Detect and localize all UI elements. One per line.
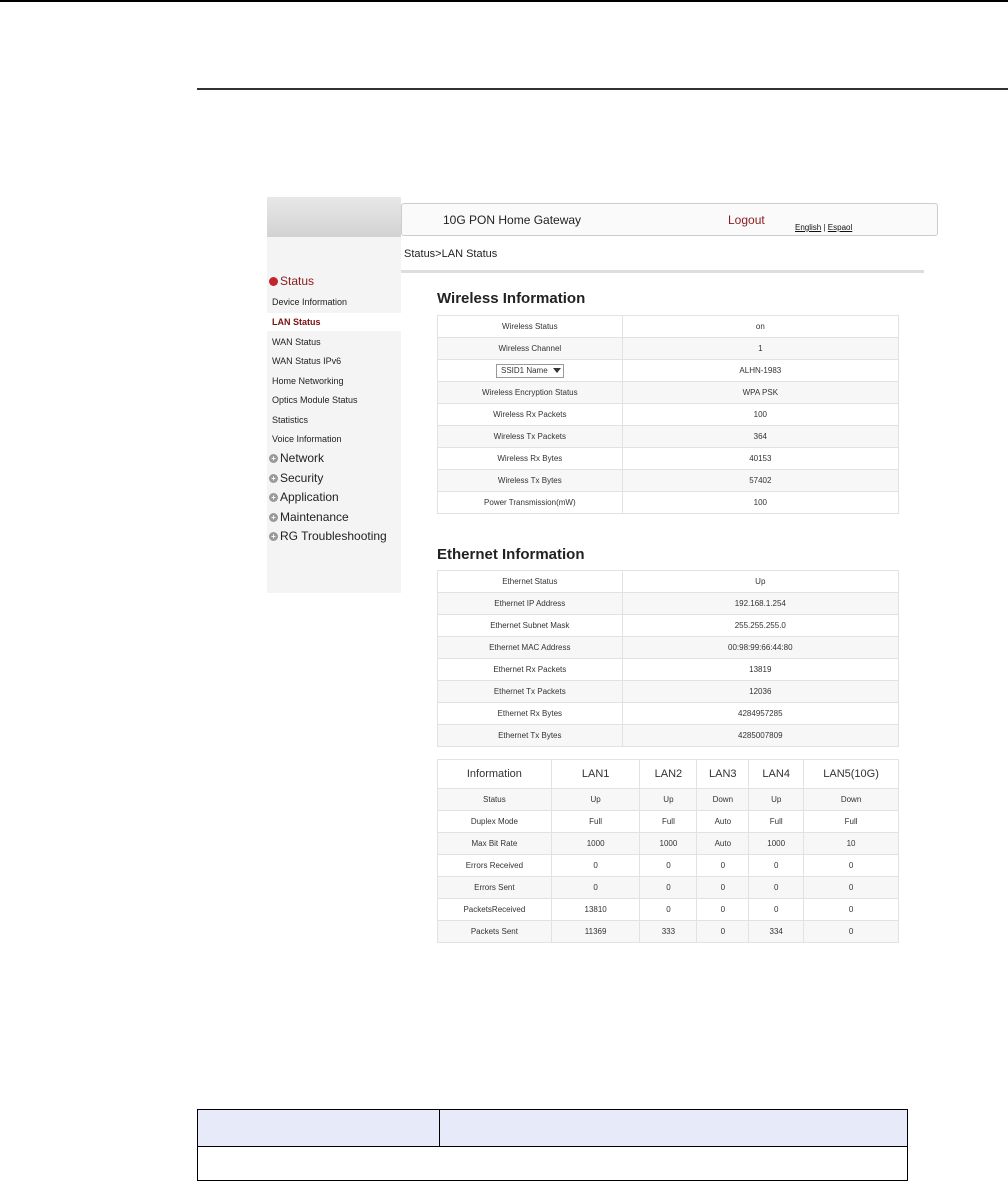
sidebar-group-label: Maintenance bbox=[280, 510, 349, 524]
sidebar-group-label: Security bbox=[280, 471, 324, 485]
doc-table-row bbox=[198, 1147, 908, 1181]
field-label: Ethernet Rx Packets bbox=[438, 659, 623, 681]
table-cell: 0 bbox=[640, 899, 697, 921]
ssid-select[interactable] bbox=[496, 364, 564, 378]
table-row bbox=[438, 338, 899, 360]
row-label: Packets Sent bbox=[438, 921, 552, 943]
table-cell: 0 bbox=[697, 921, 749, 943]
ssid-select-label: SSID1 Name bbox=[500, 366, 548, 375]
sidebar-item-voice-information[interactable]: Voice Information bbox=[272, 434, 342, 444]
field-value: 364 bbox=[622, 426, 898, 448]
field-label: Ethernet Subnet Mask bbox=[438, 615, 623, 637]
table-cell: Full bbox=[551, 811, 640, 833]
lang-separator: | bbox=[823, 223, 826, 232]
table-cell: Up bbox=[551, 789, 640, 811]
sidebar-item-device-information[interactable]: Device Information bbox=[272, 297, 348, 307]
field-value: 100 bbox=[622, 492, 898, 514]
breadcrumb: Status>LAN Status bbox=[404, 248, 498, 260]
table-cell: 0 bbox=[551, 877, 640, 899]
field-label: Ethernet IP Address bbox=[438, 593, 623, 615]
field-label: Wireless Tx Packets bbox=[438, 426, 623, 448]
table-row bbox=[438, 593, 899, 615]
lan-ports-table bbox=[437, 759, 899, 943]
field-label: Wireless Channel bbox=[438, 338, 623, 360]
sidebar bbox=[267, 197, 401, 593]
lang-english-link[interactable]: English bbox=[795, 223, 822, 232]
field-label: Wireless Rx Packets bbox=[438, 404, 623, 426]
table-row bbox=[438, 855, 899, 877]
table-row bbox=[438, 637, 899, 659]
field-value: 57402 bbox=[622, 470, 898, 492]
doc-table-header-cell bbox=[439, 1110, 907, 1147]
table-cell: 1000 bbox=[749, 833, 804, 855]
field-label: Wireless Encryption Status bbox=[438, 382, 623, 404]
table-cell: 0 bbox=[804, 899, 899, 921]
sidebar-group-network[interactable] bbox=[269, 451, 324, 465]
field-label: Wireless Tx Bytes bbox=[438, 470, 623, 492]
row-label: PacketsReceived bbox=[438, 899, 552, 921]
field-value: ALHN-1983 bbox=[622, 360, 898, 382]
ethernet-table bbox=[437, 570, 899, 747]
ethernet-section-title: Ethernet Information bbox=[437, 546, 585, 563]
table-row bbox=[438, 877, 899, 899]
row-label: Errors Received bbox=[438, 855, 552, 877]
table-cell: 0 bbox=[749, 855, 804, 877]
sidebar-group-application[interactable] bbox=[269, 490, 339, 504]
collapse-icon: - bbox=[269, 277, 278, 286]
table-row bbox=[438, 571, 899, 593]
column-header: LAN1 bbox=[551, 760, 640, 789]
document-top-rule bbox=[0, 0, 1008, 2]
field-value: on bbox=[622, 316, 898, 338]
sidebar-header bbox=[267, 197, 401, 237]
column-header: Information bbox=[438, 760, 552, 789]
table-cell: 0 bbox=[804, 877, 899, 899]
table-cell: 334 bbox=[749, 921, 804, 943]
sidebar-item-statistics[interactable]: Statistics bbox=[272, 415, 309, 425]
table-cell: 0 bbox=[551, 855, 640, 877]
chevron-down-icon bbox=[553, 368, 561, 373]
language-switcher bbox=[795, 223, 852, 232]
table-cell: Down bbox=[697, 789, 749, 811]
row-label: Errors Sent bbox=[438, 877, 552, 899]
table-row bbox=[438, 404, 899, 426]
field-label: Ethernet Tx Packets bbox=[438, 681, 623, 703]
row-label: Duplex Mode bbox=[438, 811, 552, 833]
table-cell: 13810 bbox=[551, 899, 640, 921]
lang-spanish-link[interactable]: Espaol bbox=[827, 223, 853, 232]
sidebar-group-label: Network bbox=[280, 451, 325, 465]
field-value: 13819 bbox=[622, 659, 898, 681]
field-label: Power Transmission(mW) bbox=[438, 492, 623, 514]
sidebar-item-lan-status[interactable]: LAN Status bbox=[267, 313, 401, 331]
table-cell: Up bbox=[749, 789, 804, 811]
table-row bbox=[438, 426, 899, 448]
table-row bbox=[438, 789, 899, 811]
header-bar bbox=[401, 203, 938, 236]
column-header: LAN5(10G) bbox=[804, 760, 899, 789]
table-cell: 0 bbox=[749, 899, 804, 921]
column-header: LAN3 bbox=[697, 760, 749, 789]
document-table bbox=[197, 1109, 908, 1181]
table-cell: 0 bbox=[697, 899, 749, 921]
field-value: WPA PSK bbox=[622, 382, 898, 404]
table-cell: Full bbox=[749, 811, 804, 833]
expand-icon: + bbox=[269, 493, 278, 502]
sidebar-group-label: Application bbox=[280, 490, 339, 504]
field-label bbox=[438, 360, 623, 382]
field-value: 4285007809 bbox=[622, 725, 898, 747]
table-row bbox=[438, 703, 899, 725]
table-row bbox=[438, 360, 899, 382]
field-value: 100 bbox=[622, 404, 898, 426]
table-cell: 1000 bbox=[640, 833, 697, 855]
document-header-rule bbox=[197, 88, 1008, 90]
sidebar-group-security[interactable] bbox=[269, 471, 323, 485]
table-cell: 0 bbox=[804, 855, 899, 877]
expand-icon: + bbox=[269, 454, 278, 463]
table-cell: 0 bbox=[640, 877, 697, 899]
table-cell: 0 bbox=[804, 921, 899, 943]
table-cell: 0 bbox=[640, 855, 697, 877]
field-label: Ethernet Rx Bytes bbox=[438, 703, 623, 725]
table-row bbox=[438, 316, 899, 338]
table-row bbox=[438, 725, 899, 747]
table-row bbox=[438, 833, 899, 855]
sidebar-item-optics-module-status[interactable]: Optics Module Status bbox=[272, 395, 358, 405]
field-label: Wireless Rx Bytes bbox=[438, 448, 623, 470]
row-label: Max Bit Rate bbox=[438, 833, 552, 855]
table-row bbox=[438, 811, 899, 833]
table-cell: 0 bbox=[749, 877, 804, 899]
logout-link[interactable]: Logout bbox=[728, 213, 765, 227]
field-value: 255.255.255.0 bbox=[622, 615, 898, 637]
row-label: Status bbox=[438, 789, 552, 811]
field-value: 12036 bbox=[622, 681, 898, 703]
breadcrumb-divider bbox=[401, 270, 924, 273]
field-value: 192.168.1.254 bbox=[622, 593, 898, 615]
table-row bbox=[438, 681, 899, 703]
table-cell: 333 bbox=[640, 921, 697, 943]
field-label: Ethernet Tx Bytes bbox=[438, 725, 623, 747]
expand-icon: + bbox=[269, 513, 278, 522]
wireless-table bbox=[437, 315, 899, 514]
field-value: 00:98:99:66:44:80 bbox=[622, 637, 898, 659]
table-row bbox=[438, 921, 899, 943]
table-row bbox=[438, 492, 899, 514]
sidebar-group-maintenance[interactable] bbox=[269, 510, 349, 524]
field-label: Wireless Status bbox=[438, 316, 623, 338]
field-label: Ethernet MAC Address bbox=[438, 637, 623, 659]
table-row bbox=[438, 470, 899, 492]
table-row bbox=[438, 659, 899, 681]
doc-table-header-cell bbox=[198, 1110, 440, 1147]
sidebar-group-label: Status bbox=[280, 274, 315, 288]
column-header: LAN4 bbox=[749, 760, 804, 789]
sidebar-item-wan-status[interactable]: WAN Status bbox=[272, 337, 321, 347]
field-label: Ethernet Status bbox=[438, 571, 623, 593]
table-cell: Auto bbox=[697, 811, 749, 833]
sidebar-group-rg-troubleshooting[interactable] bbox=[269, 529, 387, 543]
table-row bbox=[438, 899, 899, 921]
field-value: Up bbox=[622, 571, 898, 593]
table-cell: Auto bbox=[697, 833, 749, 855]
table-row bbox=[438, 448, 899, 470]
table-cell: 11369 bbox=[551, 921, 640, 943]
expand-icon: + bbox=[269, 532, 278, 541]
sidebar-item-wan-status-ipv6[interactable]: WAN Status IPv6 bbox=[272, 356, 342, 366]
table-cell: Full bbox=[804, 811, 899, 833]
field-value: 1 bbox=[622, 338, 898, 360]
sidebar-item-home-networking[interactable]: Home Networking bbox=[272, 376, 344, 386]
table-cell: Up bbox=[640, 789, 697, 811]
field-value: 4284957285 bbox=[622, 703, 898, 725]
column-header: LAN2 bbox=[640, 760, 697, 789]
table-cell: Down bbox=[804, 789, 899, 811]
sidebar-group-status[interactable] bbox=[269, 274, 314, 288]
gateway-title: 10G PON Home Gateway bbox=[443, 213, 582, 227]
wireless-section-title: Wireless Information bbox=[437, 290, 586, 307]
sidebar-group-label: RG Troubleshooting bbox=[280, 529, 387, 543]
expand-icon: + bbox=[269, 474, 278, 483]
table-cell: Full bbox=[640, 811, 697, 833]
table-cell: 10 bbox=[804, 833, 899, 855]
table-row bbox=[438, 615, 899, 637]
table-cell: 0 bbox=[697, 877, 749, 899]
table-cell: 0 bbox=[697, 855, 749, 877]
field-value: 40153 bbox=[622, 448, 898, 470]
table-cell: 1000 bbox=[551, 833, 640, 855]
table-row bbox=[438, 382, 899, 404]
